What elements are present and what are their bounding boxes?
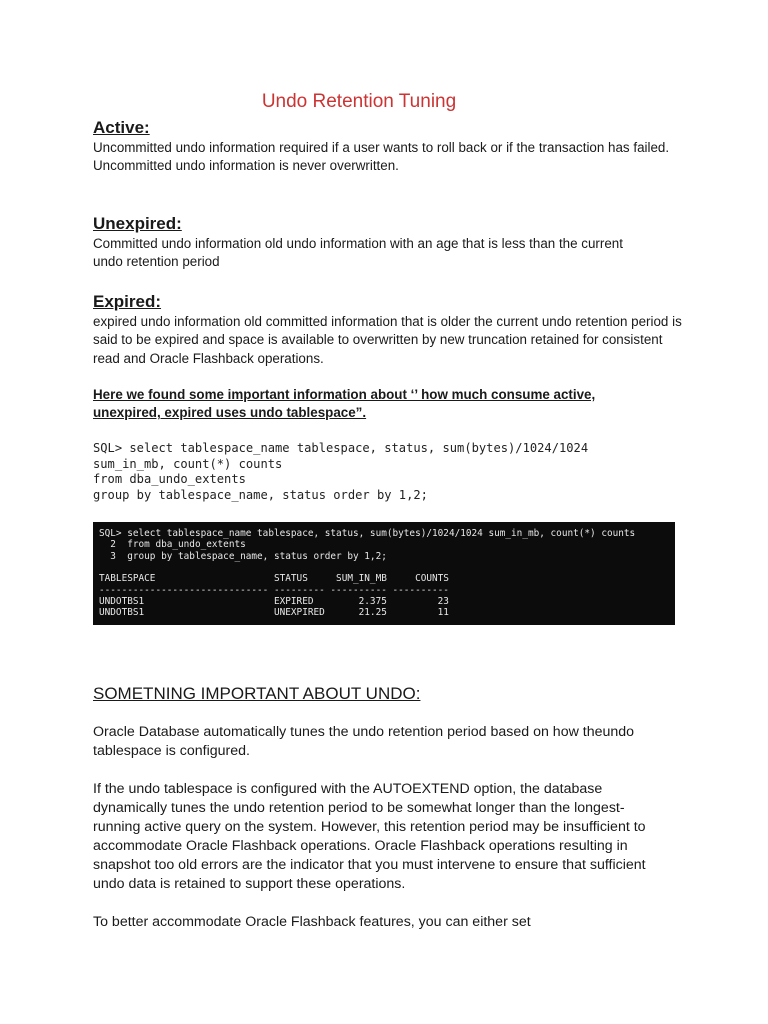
expired-section bbox=[93, 291, 683, 368]
important-note: Here we found some important information about ‘’ how much consume active, unexpired, expired uses undo tablespace”. bbox=[93, 387, 596, 421]
undo-paragraph-1: Oracle Database automatically tunes the undo retention period based on how theundo tablespace is configured. bbox=[93, 724, 635, 759]
page-title: Undo Retention Tuning bbox=[261, 91, 457, 112]
terminal-row: UNDOTBS1 UNEXPIRED 21.25 11 bbox=[99, 607, 449, 619]
important-note-block bbox=[93, 386, 633, 423]
terminal-command: SQL> select tablespace_name tablespace, status, sum(bytes)/1024/1024 sum_in_mb, count(*) counts 2 from dba_undo_extents 3 group by tablespace_name, status order by 1,2; bbox=[99, 528, 636, 562]
sql-query-code: SQL> select tablespace_name tablespace, status, sum(bytes)/1024/1024 sum_in_mb, count(*) counts from dba_undo_extents group by tablespace_name, status order by 1,2; bbox=[93, 441, 589, 502]
undo-paragraph-2: If the undo tablespace is configured with the AUTOEXTEND option, the database dynamically tunes the undo retention period to be somewhat longer than the longest-running active query on the system. However, this retention period may be insufficient to accommodate Oracle Flashback operations. Oracle Flashback operations resulting in snapshot too old errors are the indicator that you must intervene to ensure that sufficient undo data is retained to support these operations. bbox=[93, 781, 646, 892]
expired-heading: Expired: bbox=[93, 292, 162, 311]
active-heading: Active: bbox=[93, 118, 150, 137]
terminal-separator: ------------------------------ --------- ---------- ---------- bbox=[99, 584, 449, 596]
unexpired-section bbox=[93, 213, 633, 272]
unexpired-heading: Unexpired: bbox=[93, 214, 182, 233]
active-line-2: Uncommitted undo information is never overwritten. bbox=[93, 158, 399, 174]
terminal-output bbox=[93, 522, 675, 625]
unexpired-text: Committed undo information old undo information with an age that is less than the current undo retention period bbox=[93, 236, 623, 270]
terminal-header: TABLESPACE STATUS SUM_IN_MB COUNTS bbox=[99, 573, 449, 585]
expired-text: expired undo information old committed information that is older the current undo retention period is said to be expired and space is available to overwritten by new truncation retained for consistent read and Oracle Flashback operations. bbox=[93, 314, 682, 366]
undo-section-heading: SOMETNING IMPORTANT ABOUT UNDO: bbox=[93, 684, 421, 703]
terminal-spacer bbox=[99, 562, 675, 573]
terminal-row: UNDOTBS1 EXPIRED 2.375 23 bbox=[99, 596, 449, 608]
active-section bbox=[93, 117, 683, 176]
undo-paragraph-3: To better accommodate Oracle Flashback features, you can either set bbox=[93, 914, 531, 930]
active-line-1: Uncommitted undo information required if a user wants to roll back or if the transaction has failed. bbox=[93, 140, 670, 155]
